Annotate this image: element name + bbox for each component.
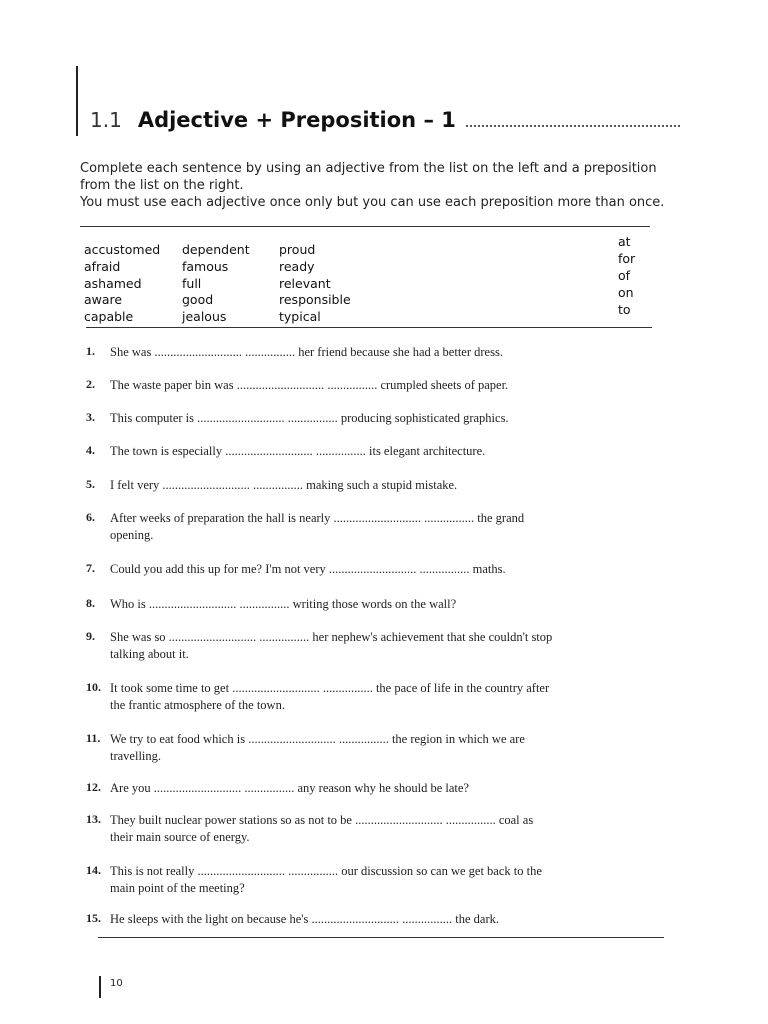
exercise-number: 11.	[86, 731, 101, 745]
exercise-sentence: She was ............................ ................ her friend because she had a better dress.	[110, 345, 503, 359]
exercise-item	[86, 629, 656, 663]
adjective-item: ashamed	[84, 275, 142, 291]
exercise-item	[86, 863, 656, 897]
exercise-sentence: We try to eat food which is ............................ ................ the region in which we are	[110, 732, 525, 746]
exercise-item	[86, 812, 656, 846]
adjective-item: aware	[84, 292, 123, 308]
exercise-number: 10.	[86, 680, 101, 694]
preposition-item: on	[618, 285, 634, 300]
exercise-sentence: He sleeps with the light on because he's ............................ ................ the dark.	[110, 912, 499, 926]
exercise-number: 6.	[86, 510, 95, 524]
exercise-sentence: I felt very ............................ ................ making such a stupid mistake.	[110, 478, 458, 492]
exercise-item	[86, 410, 656, 427]
exercise-sentence: The town is especially ............................ ................ its elegant architecture.	[110, 444, 486, 458]
exercise-sentence: After weeks of preparation the hall is nearly ............................ ................ the grand	[110, 511, 525, 525]
header-vertical-rule	[76, 66, 78, 136]
divider-middle	[86, 327, 652, 328]
exercise-sentence-continued: opening.	[110, 528, 154, 542]
preposition-item: at	[618, 234, 631, 249]
exercise-number: 8.	[86, 596, 95, 610]
exercise-number: 13.	[86, 812, 101, 826]
adjective-item: dependent	[182, 242, 250, 257]
section-number: 1.1	[90, 108, 122, 132]
instructions	[80, 160, 665, 211]
instruction-line: from the list on the right.	[80, 178, 244, 193]
exercise-item	[86, 510, 656, 544]
exercise-sentence: Are you ............................ ................ any reason why he should be late?	[110, 781, 469, 795]
page-number: 10	[110, 978, 123, 989]
exercise-sentence-continued: their main source of energy.	[110, 830, 250, 844]
exercise-item	[86, 911, 656, 928]
instruction-line: You must use each adjective once only but you can use each preposition more than once.	[80, 195, 665, 210]
exercise-item	[86, 477, 656, 494]
adjective-item: responsible	[279, 292, 351, 308]
exercise-item	[86, 344, 656, 361]
section-header	[90, 108, 680, 132]
preposition-list	[618, 233, 635, 318]
exercise-sentence-continued: talking about it.	[110, 647, 189, 661]
adjective-item: afraid	[84, 258, 121, 274]
exercise-sentence: They built nuclear power stations so as not to be ............................ ................ coal as	[110, 813, 534, 827]
exercise-item	[86, 596, 656, 613]
title-leader-dots	[466, 115, 680, 127]
exercise-number: 5.	[86, 477, 95, 491]
page-title: Adjective + Preposition – 1	[137, 108, 456, 132]
exercise-number: 2.	[86, 377, 95, 391]
adjective-item: famous	[182, 258, 229, 274]
exercise-number: 4.	[86, 443, 95, 457]
exercise-item	[86, 780, 656, 797]
exercise-item	[86, 443, 656, 460]
exercise-sentence-continued: main point of the meeting?	[110, 881, 245, 895]
adjective-item: ready	[279, 258, 315, 274]
exercise-number: 7.	[86, 561, 95, 575]
exercise-item	[86, 731, 656, 765]
adjective-column-2	[182, 242, 250, 326]
exercise-sentence: Could you add this up for me? I'm not very ............................ ................ maths.	[110, 562, 506, 576]
exercise-sentence: This is not really ............................ ................ our discussion so can we get back to the	[110, 864, 542, 878]
exercise-item	[86, 377, 656, 394]
exercise-item	[86, 561, 656, 578]
adjective-item: relevant	[279, 275, 331, 291]
adjective-item: typical	[279, 309, 321, 325]
preposition-item: of	[618, 268, 631, 283]
instruction-line: Complete each sentence by using an adjective from the list on the left and a preposition	[80, 161, 657, 176]
exercise-number: 14.	[86, 863, 101, 877]
footer-vertical-rule	[99, 976, 101, 998]
adjective-item: accustomed	[84, 242, 161, 257]
exercise-number: 3.	[86, 410, 95, 424]
exercise-sentence: Who is ............................ ................ writing those words on the wall?	[110, 597, 457, 611]
adjective-item: capable	[84, 309, 134, 325]
exercise-sentence: The waste paper bin was ............................ ................ crumpled sheets of paper.	[110, 378, 509, 392]
divider-bottom	[98, 937, 664, 938]
adjective-item: jealous	[182, 309, 227, 325]
adjective-column-3	[279, 242, 351, 326]
exercise-sentence: It took some time to get ............................ ................ the pace of life in the country after	[110, 681, 550, 695]
exercise-sentence-continued: the frantic atmosphere of the town.	[110, 698, 285, 712]
divider-top	[80, 226, 650, 227]
exercise-sentence: This computer is ............................ ................ producing sophisticated graphics.	[110, 411, 509, 425]
exercise-number: 1.	[86, 344, 95, 358]
adjective-item: full	[182, 275, 202, 291]
exercise-sentence: She was so ............................ ................ her nephew's achievement that she couldn't stop	[110, 630, 553, 644]
exercise-number: 9.	[86, 629, 95, 643]
exercise-number: 12.	[86, 780, 101, 794]
preposition-item: to	[618, 302, 631, 317]
adjective-item: good	[182, 292, 214, 308]
adjective-column-1	[84, 242, 160, 326]
exercise-item	[86, 680, 656, 714]
adjective-item: proud	[279, 242, 316, 257]
preposition-item: for	[618, 251, 636, 266]
exercise-number: 15.	[86, 911, 101, 925]
exercise-sentence-continued: travelling.	[110, 749, 162, 763]
